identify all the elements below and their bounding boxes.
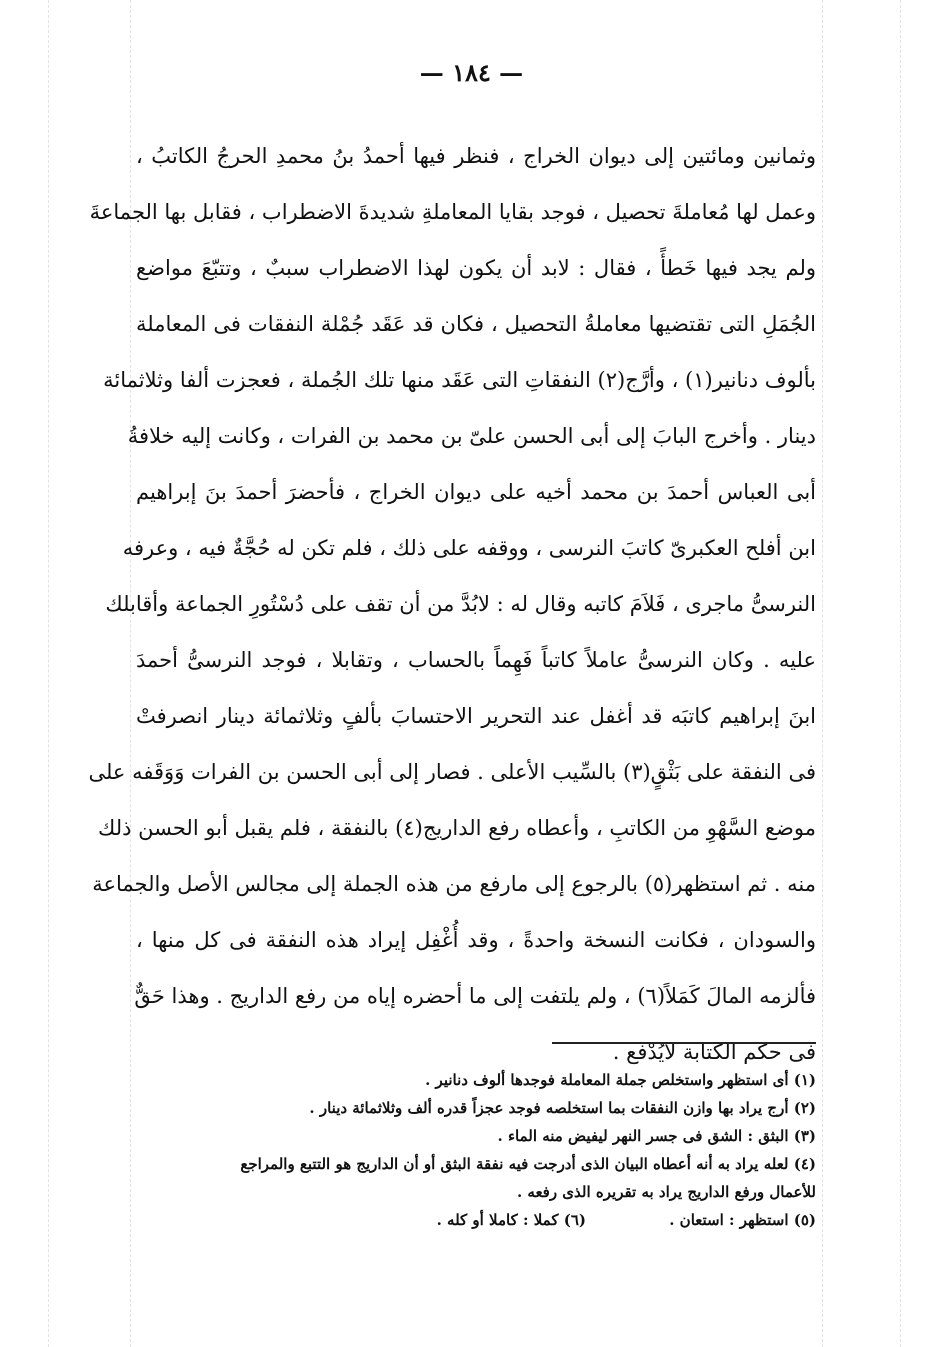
footnote-3: (٣) البثق : الشق فى جسر النهر ليفيض منه الماء . (497, 1127, 816, 1145)
text-line: ولم يجد فيها خَطأً ، فقال : لابد أن يكون لهذا الاضطراب سببٌ ، وتتبّعَ مواضع (136, 256, 816, 280)
text-line: ابن أفلح العكبرىّ كاتبَ النرسى ، ووقفه على ذلك ، فلم تكن له حُجَّةٌ فيه ، وعرفه (122, 536, 816, 560)
scan-guide-line (822, 0, 823, 1347)
footnote-2: (٢) أرج يراد بها وازن النفقات بما استخلصه فوجد عجزاً قدره ألف وثلاثمائة دينار . (309, 1099, 816, 1117)
text-line: فى حكم الكتابة لايُدْفع . (612, 1040, 816, 1064)
text-line: وثمانين ومائتين إلى ديوان الخراج ، فنظر فيها أحمدُ بنُ محمدِ الحرجُ الكاتبُ ، (136, 144, 816, 168)
footnote-4-line-1: (٤) لعله يراد به أنه أعطاه البيان الذى أدرجت فيه نفقة البثق أو أن الداريج هو التتبع والمراجع (240, 1155, 816, 1173)
text-line: عليه . وكان النرسىُّ عاملاً كاتباً فَهِماً بالحساب ، وتقابلا ، فوجد النرسىُّ أحمدَ (136, 648, 816, 672)
text-line: فألزمه المالَ كَمَلاً(٦) ، ولم يلتفت إلى ما أحضره إياه من رفع الداريج . وهذا حَقٌّ (134, 984, 816, 1008)
text-line: ابنَ إبراهيم كاتبَه قد أغفل عند التحرير الاحتسابَ بألفٍ وثلاثمائة دينار انصرفتْ (136, 704, 816, 728)
text-line: فى النفقة على بَثْقٍ(٣) بالسِّيب الأعلى . فصار إلى أبى الحسن بن الفرات وَوَقَفه على (88, 760, 816, 784)
footnote-separator (552, 1042, 816, 1044)
footnote-5: (٥) استظهر : استعان . (669, 1211, 816, 1229)
footnote-4-line-2: للأعمال ورفع الداريج يراد به تقريره الذى رفعه . (516, 1183, 816, 1201)
text-line: أبى العباس أحمدَ بن محمد أخيه على ديوان الخراج ، فأحضرَ أحمدَ بنَ إبراهيم (136, 480, 816, 504)
scan-guide-line (900, 0, 901, 1347)
text-line: النرسىُّ ماجرى ، فَلاَمَ كاتبه وقال له : لابُدَّ من أن تقف على دُسْتُورِ الجماعة وأقابلك (105, 592, 816, 616)
text-line: منه . ثم استظهر(٥) بالرجوع إلى مارفع من هذه الجملة إلى مجالس الأصل والجماعة (92, 872, 816, 896)
footnote-6: (٦) كملا : كاملا أو كله . (436, 1211, 586, 1229)
text-line: الجُمَلِ التى تقتضيها معاملةُ التحصيل ، فكان قد عَقَد جُمْلة النفقات فى المعاملة (136, 312, 816, 336)
text-line: موضع السَّهْوِ من الكاتبِ ، وأعطاه رفع الداريج(٤) بالنفقة ، فلم يقبل أبو الحسن ذلك (98, 816, 816, 840)
scan-guide-line (48, 0, 49, 1347)
footnote-row-5-6 (136, 1206, 816, 1234)
text-line: بألوف دنانير(١) ، وأرَّج(٢) النفقاتِ التى عَقَد منها تلك الجُملة ، فعجزت ألفا وثلاثمائة (103, 368, 816, 392)
text-line: وعمل لها مُعاملةَ تحصيل ، فوجد بقايا المعاملةِ شديدةَ الاضطراب ، فقابل بها الجماعةَ (89, 200, 816, 224)
body-text (88, 128, 816, 1080)
footnotes (136, 1066, 816, 1234)
footnote-1: (١) أى استظهر واستخلص جملة المعاملة فوجدها ألوف دنانير . (425, 1071, 816, 1089)
text-line: والسودان ، فكانت النسخة واحدةً ، وقد أُغْفِل إيراد هذه النفقة فى كل منها ، (136, 928, 816, 952)
text-line: دينار . وأخرج البابَ إلى أبى الحسن علىّ بن محمد بن الفرات ، وكانت إليه خلافةُ (127, 424, 816, 448)
page-number: — ١٨٤ — (419, 58, 524, 87)
